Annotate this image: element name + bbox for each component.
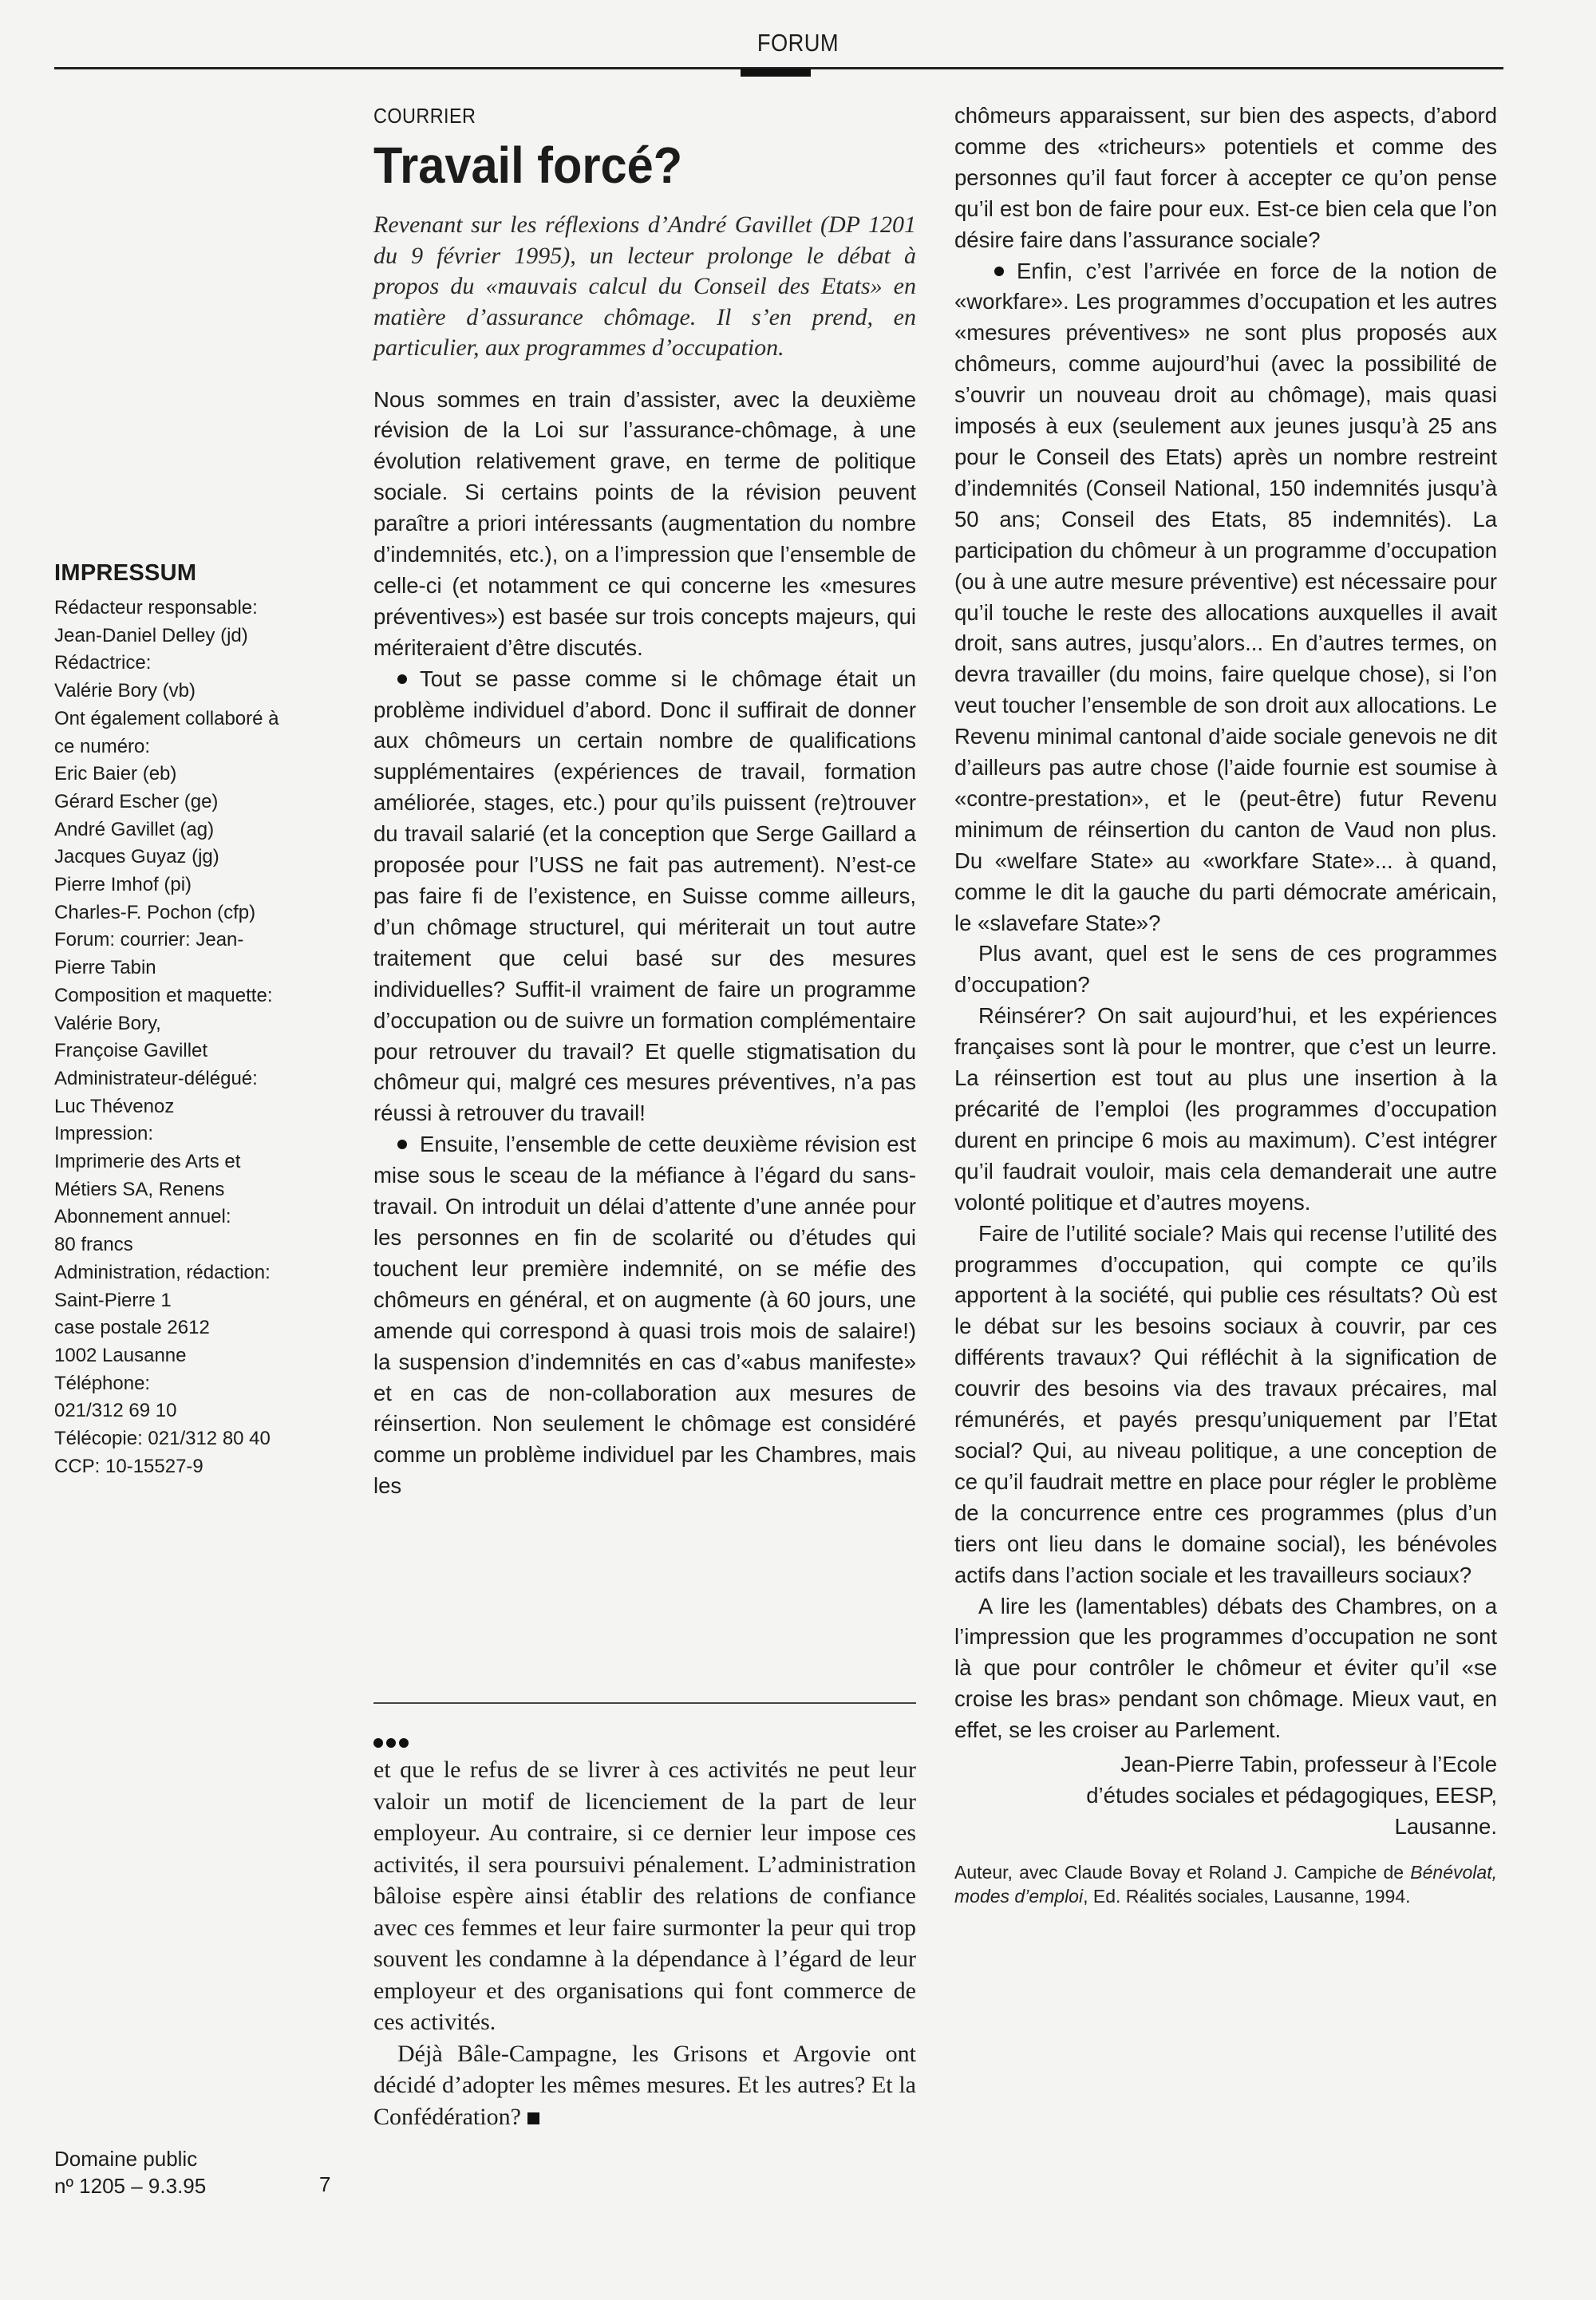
impressum-line: Ont également collaboré à [54, 707, 279, 729]
impressum-line: Impression: [54, 1123, 154, 1145]
impressum-line: Forum: courrier: Jean- [54, 929, 244, 951]
impressum-line: André Gavillet (ag) [54, 818, 215, 840]
impressum-line: CCP: 10-15527-9 [54, 1455, 203, 1477]
signature-line: d’études sociales et pédagogiques, EESP, [1086, 1782, 1497, 1808]
column-divider [373, 1702, 916, 1704]
article-body-col1 [373, 385, 916, 1503]
page-number: 7 [319, 2172, 331, 2196]
paragraph [373, 2038, 916, 2133]
impressum-line: 021/312 69 10 [54, 1400, 177, 1422]
note-prefix: Auteur, avec Claude Bovay et Roland J. Campiche de [954, 1861, 1411, 1883]
signature-line: Jean-Pierre Tabin, professeur à l’Ecole [1120, 1752, 1497, 1777]
paragraph: A lire les (lamentables) débats des Chambres, on a l’impression que les programmes d’occupation ne sont là que pour contrôler le chômeur et éviter qu’il «se croise les bras» pendant son chômage. Mieux vaut, en effet, se les croiser au Parlement. [954, 1593, 1497, 1743]
article-title: Travail forcé? [373, 136, 683, 194]
impressum-line: Pierre Imhof (pi) [54, 874, 192, 896]
continuation-dots-icon [373, 1738, 409, 1748]
article-column-1 [373, 104, 916, 1502]
impressum-line: Administration, rédaction: [54, 1261, 271, 1283]
impressum-line: 80 francs [54, 1234, 133, 1256]
paragraph-text: Déjà Bâle-Campagne, les Grisons et Argovie ont décidé d’adopter les mêmes mesures. Et les autres? Et la Confédération? [373, 2040, 916, 2130]
paragraph-text: Tout se passe comme si le chômage était un problème individuel d’abord. Donc il suffirait de donner aux chômeurs un certain nombre de qualifications supplémentaires (expériences de travail, formation améliorée, stages, etc.) pour qu’ils puissent (re)trouver du travail salarié (et la conception que Serge Gaillard a proposée pour l’USS ne fait pas autrement). N’est-ce pas faire fi de l’existence, en Suisse comme ailleurs, d’un chômage structurel, qui mériterait un tout autre traitement que celui basé sur des mesures individuelles? Suffit-il vraiment de faire un programme d’occupation ou de suivre un formation complémentaire pour retrouver du travail? Et quelle stigmatisation du chômeur qui, malgré ces mesures préventives, n’a pas réussi à retrouver du travail! [373, 666, 916, 1126]
impressum-line: Métiers SA, Renens [54, 1178, 225, 1200]
publication-footer [54, 2145, 342, 2199]
impressum-line: Abonnement annuel: [54, 1206, 231, 1228]
end-mark-icon [527, 2112, 539, 2124]
bullet-icon [397, 674, 407, 684]
paragraph: Plus avant, quel est le sens de ces programmes d’occupation? [954, 941, 1497, 998]
article-body-col2 [954, 101, 1497, 1746]
paragraph: et que le refus de se livrer à ces activités ne peut leur valoir un motif de licenciement de la part de leur employeur. Au contraire, si ce dernier leur impose ces activités, il sera poursuivi pénalement. L’administration bâloise espère ainsi établir des relations de confiance avec ces femmes et leur faire surmonter la peur qui trop souvent les condamne à la dépendance à l’égard de leur employeur et des organisations qui font commerce de ces activités. [373, 1757, 916, 2035]
impressum-line: Luc Thévenoz [54, 1095, 175, 1117]
paragraph: Faire de l’utilité sociale? Mais qui recense l’utilité des programmes d’occupation, qui compte ce qu’ils apportent à la société, qui publie ces résultats? Où est le débat sur les besoins sociaux à couvrir, par ces différents travaux? Qui réfléchit à la signification de couvrir des besoins via des travaux précaires, mal rémunérés, et payés presqu’uniquement par l’Etat social? Qui, au niveau politique, a une conception de ce qu’il faudrait mettre en place pour régler le problème de la concurrence entre ces programmes (plus d’un tiers ont lieu dans le domaine social), les bénévoles actifs dans l’action sociale et les travailleurs sociaux? [954, 1220, 1497, 1587]
impressum-line: Valérie Bory (vb) [54, 680, 196, 702]
article-lead: Revenant sur les réflexions d’André Gavillet (DP 1201 du 9 février 1995), un lecteur prolonge le débat à propos du «mauvais calcul du Conseil des Etats» en matière d’assurance chômage. Il s’en prend, en particulier, aux programmes d’occupation. [373, 211, 916, 361]
continued-article [373, 1754, 916, 2132]
signature-line: Lausanne. [1394, 1813, 1497, 1839]
impressum-line: Téléphone: [54, 1372, 151, 1394]
impressum-line: Charles-F. Pochon (cfp) [54, 901, 256, 923]
section-header: FORUM [757, 29, 839, 57]
issue-number: nº 1205 – 9.3.95 [54, 2174, 207, 2198]
note-suffix: , Ed. Réalités sociales, Lausanne, 1994. [1083, 1886, 1411, 1907]
impressum-line: Composition et maquette: [54, 984, 273, 1006]
article-kicker: COURRIER [373, 104, 476, 128]
impressum-line: Valérie Bory, [54, 1012, 161, 1034]
header-tab-marker [741, 69, 811, 77]
impressum-line: Gérard Escher (ge) [54, 790, 219, 812]
impressum-line: Eric Baier (eb) [54, 763, 177, 785]
bullet-paragraph [373, 664, 916, 1130]
impressum-line: Jean-Daniel Delley (jd) [54, 624, 248, 646]
impressum-line: Imprimerie des Arts et [54, 1151, 241, 1173]
bullet-icon [994, 267, 1004, 276]
impressum-line: Jacques Guyaz (jg) [54, 846, 219, 868]
impressum-line: 1002 Lausanne [54, 1344, 187, 1366]
impressum-line: Françoise Gavillet [54, 1040, 208, 1062]
impressum-lines [54, 595, 342, 1481]
bullet-paragraph [954, 256, 1497, 939]
impressum-line: Administrateur-délégué: [54, 1067, 258, 1089]
publication-name: Domaine public [54, 2147, 198, 2171]
impressum-line: Saint-Pierre 1 [54, 1289, 172, 1311]
impressum-line: Pierre Tabin [54, 957, 156, 979]
note-book-title: Bénévolat, modes d’emploi [954, 1861, 1497, 1907]
paragraph-text: Enfin, c’est l’arrivée en force de la notion de «workfare». Les programmes d’occupation et les autres «mesures préventives» ne sont plus proposés aux chômeurs, comme aujourd’hui (avec la possibilité de s’ouvrir un nouveau droit au chômage), mais quasi imposés à eux (seulement aux jeunes jusqu’à 25 ans pour le Conseil des Etats) après un nombre restreint d’indemnités (Conseil National, 150 indemnités jusqu’à 50 ans; Conseil des Etats, 85 indemnités). La participation du chômeur à un programme d’occupation (ou à une autre mesure préventive) est nécessaire pour qu’il touche le reste des allocations auxquelles il avait droit, sans autres, jusqu’alors... En d’autres termes, on devra travailler (du moins, faire quelque chose), si l’on veut toucher l’ensemble de son droit aux allocations. Le Revenu minimal cantonal d’aide sociale genevois ne dit d’ailleurs pas autre chose (l’aide fournie est soumise à «contre-prestation», et le (peut-être) futur Revenu minimum de réinsertion du canton de Vaud non plus. Du «welfare State» au «workfare State»... à quand, comme le dit la gauche du parti démocrate américain, le «slavefare State»? [954, 258, 1497, 935]
impressum-line: Rédacteur responsable: [54, 597, 258, 618]
paragraph: Nous sommes en train d’assister, avec la deuxième révision de la Loi sur l’assurance-chômage, à une évolution relativement grave, en terme de politique sociale. Si certains points de la révision peuvent paraître a priori intéressants (augmentation du nombre d’indemnités, etc.), on a l’impression que l’ensemble de celle-ci (et notamment ce qui concerne les «mesures préventives») est basée sur trois concepts majeurs, qui mériteraient d’être discutés. [373, 386, 916, 660]
impressum [54, 560, 342, 1481]
bullet-paragraph [373, 1129, 916, 1502]
bullet-icon [397, 1140, 407, 1149]
impressum-line: ce numéro: [54, 735, 151, 757]
impressum-title: IMPRESSUM [54, 560, 197, 586]
paragraph-text: Ensuite, l’ensemble de cette deuxième révision est mise sous le sceau de la méfiance à l’égard du sans-travail. On introduit un délai d’attente d’une année pour les personnes en fin de scolarité ou d’études qui touchent leur première indemnité, on se méfie des chômeurs en général, et on augmente (à 60 jours, une amende qui correspond à quasi trois mois de salaire!) la suspension d’indemnités en cas d’«abus manifeste» et en cas de non-collaboration aux mesures de réinsertion. Non seulement le chômage est considéré comme un problème individuel par les Chambres, mais les [373, 1132, 916, 1499]
impressum-line: case postale 2612 [54, 1317, 210, 1339]
paragraph: Réinsérer? On sait aujourd’hui, et les expériences françaises sont là pour le montrer, que c’est un leurre. La réinsertion est tout au plus une insertion à la précarité de l’emploi (les programmes d’occupation durent en principe 6 mois au maximum). C’est intégrer qu’il faudrait vouloir, mais cela demanderait une autre volonté politique et d’autres moyens. [954, 1003, 1497, 1215]
author-signature [954, 1749, 1497, 1843]
author-note [954, 1860, 1497, 1909]
impressum-line: Télécopie: 021/312 80 40 [54, 1428, 271, 1450]
paragraph: chômeurs apparaissent, sur bien des aspects, d’abord comme des «tricheurs» potentiels et comme des personnes qu’il faut forcer à accepter ce qu’on pense qu’il est bon de faire pour eux. Est-ce bien cela que l’on désire faire dans l’assurance sociale? [954, 103, 1497, 252]
article-column-2 [954, 101, 1497, 1909]
impressum-line: Rédactrice: [54, 652, 152, 674]
